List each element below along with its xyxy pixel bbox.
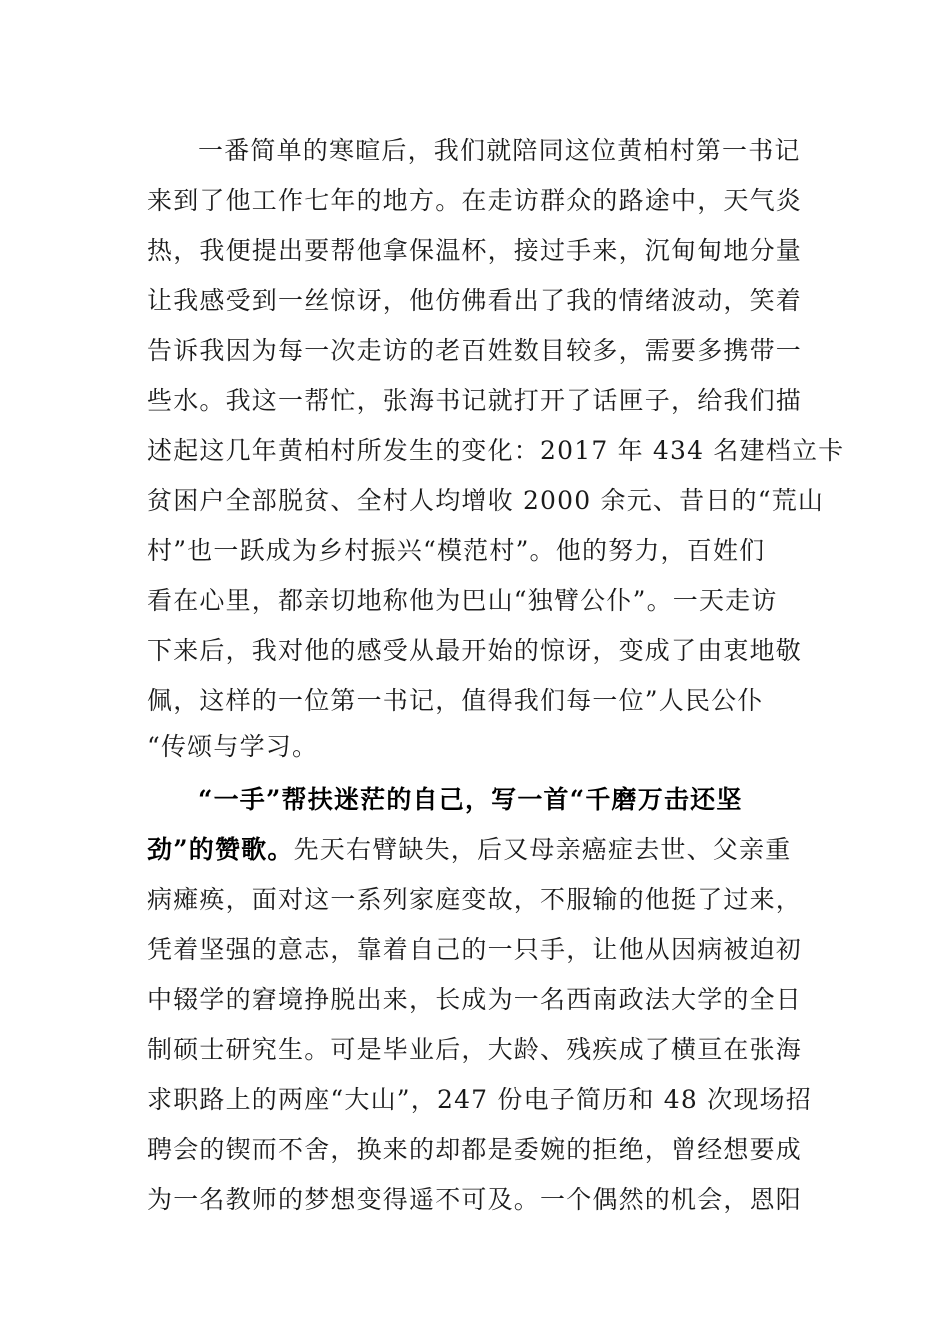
paragraph-line: “传颂与学习。 bbox=[147, 732, 319, 761]
section-heading-end: 劲”的赞歌。 bbox=[147, 835, 294, 864]
paragraph-line: 村”也一跃成为乡村振兴“模范村”。他的努力，百姓们 bbox=[147, 536, 766, 565]
paragraph-line: 凭着坚强的意志，靠着自己的一只手，让他从因病被迫初 bbox=[147, 935, 803, 964]
paragraph-line: 制硕士研究生。可是毕业后，大龄、残疾成了横亘在张海 bbox=[147, 1035, 803, 1064]
paragraph-line bbox=[147, 825, 807, 875]
paragraph-line: 来到了他工作七年的地方。在走访群众的路途中，天气炎 bbox=[147, 186, 803, 215]
paragraph-line: 告诉我因为每一次走访的老百姓数目较多，需要多携带一 bbox=[147, 336, 803, 365]
paragraph-line: 中辍学的窘境挣脱出来，长成为一名西南政法大学的全日 bbox=[147, 985, 803, 1014]
paragraph-line: 述起这几年黄柏村所发生的变化：2017 年 434 名建档立卡 bbox=[147, 436, 845, 465]
paragraph-line: 让我感受到一丝惊讶，他仿佛看出了我的情绪波动，笑着 bbox=[147, 286, 803, 315]
paragraph-line: 下来后，我对他的感受从最开始的惊讶，变成了由衷地敬 bbox=[147, 636, 803, 665]
paragraph-line: 病瘫痪，面对这一系列家庭变故，不服输的他挺了过来， bbox=[147, 885, 803, 914]
paragraph-line: 看在心里，都亲切地称他为巴山“独臂公仆”。一天走访 bbox=[147, 586, 778, 615]
paragraph-line: 聘会的锲而不舍，换来的却都是委婉的拒绝，曾经想要成 bbox=[147, 1135, 803, 1164]
paragraph-line: 些水。我这一帮忙，张海书记就打开了话匣子，给我们描 bbox=[147, 386, 803, 415]
paragraph-text: 先天右臂缺失，后又母亲癌症去世、父亲重 bbox=[293, 835, 792, 864]
paragraph-line: 求职路上的两座“大山”，247 份电子简历和 48 次现场招 bbox=[147, 1085, 812, 1114]
paragraph-line: 热，我便提出要帮他拿保温杯，接过手来，沉甸甸地分量 bbox=[147, 236, 803, 265]
paragraph-line: 佩，这样的一位第一书记，值得我们每一位”人民公仆 bbox=[147, 686, 764, 715]
section-heading: “一手”帮扶迷茫的自己，写一首“千磨万击还坚 bbox=[198, 785, 743, 814]
paragraph-line: 贫困户全部脱贫、全村人均增收 2000 余元、昔日的“荒山 bbox=[147, 486, 825, 515]
paragraph-line: 一番简单的寒暄后，我们就陪同这位黄柏村第一书记 bbox=[198, 136, 801, 165]
paragraph-line: 为一名教师的梦想变得遥不可及。一个偶然的机会，恩阳 bbox=[147, 1185, 803, 1214]
